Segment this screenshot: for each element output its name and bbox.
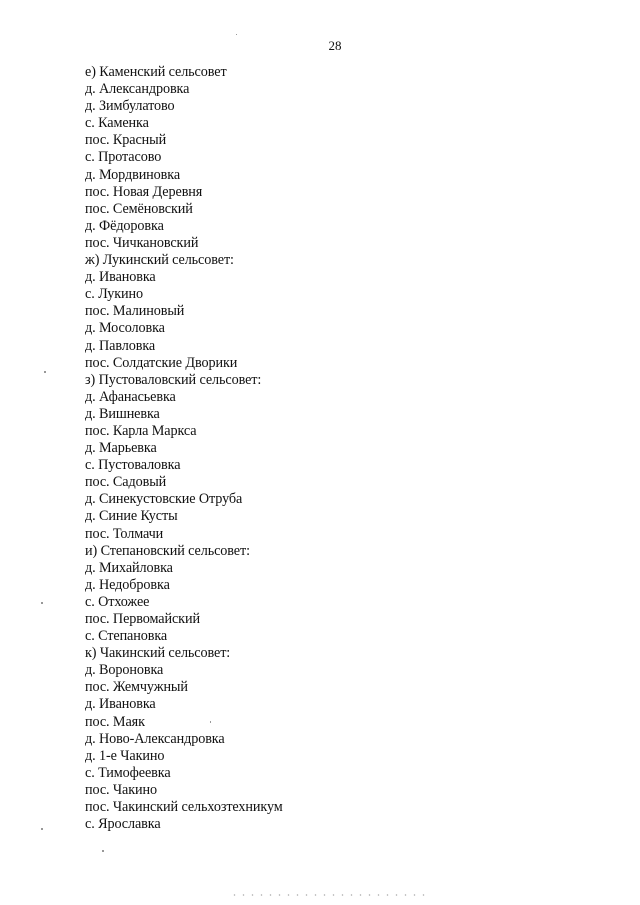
list-item: пос. Малиновый xyxy=(85,303,185,320)
list-item: пос. Чичкановский xyxy=(85,234,199,251)
list-item: д. Ивановка xyxy=(85,269,156,286)
list-item: д. Недобровка xyxy=(85,576,170,593)
list-item: д. Афанасьевка xyxy=(85,388,176,405)
list-item: д. Синие Кусты xyxy=(85,508,178,525)
list-item: пос. Толмачи xyxy=(85,525,164,542)
list-item: с. Тимофеевка xyxy=(85,764,171,781)
list-item: д. Фёдоровка xyxy=(85,217,164,234)
scan-speck xyxy=(102,850,104,852)
page-number: 28 xyxy=(328,38,342,53)
list-item: д. Ивановка xyxy=(85,696,156,713)
list-item: з) Пустоваловский сельсовет: xyxy=(85,371,262,388)
list-item: пос. Чакинский сельхозтехникум xyxy=(85,799,283,816)
scan-footer-noise xyxy=(230,893,430,897)
list-item: пос. Новая Деревня xyxy=(85,183,203,200)
list-item: д. Ново-Александровка xyxy=(85,730,225,747)
scan-speck xyxy=(236,34,237,35)
scan-speck xyxy=(44,371,46,373)
list-item: с. Каменка xyxy=(85,115,149,132)
list-item: пос. Садовый xyxy=(85,474,167,491)
list-item: с. Протасово xyxy=(85,149,162,166)
list-item: с. Отхожее xyxy=(85,593,150,610)
list-item: пос. Чакино xyxy=(85,781,158,798)
list-item: пос. Солдатские Дворики xyxy=(85,354,238,371)
list-item: д. Мосоловка xyxy=(85,320,165,337)
list-item: пос. Маяк xyxy=(85,713,145,730)
list-item: д. Зимбулатово xyxy=(85,98,175,115)
scan-speck xyxy=(210,721,211,723)
list-item: д. Марьевка xyxy=(85,440,157,457)
list-item: с. Лукино xyxy=(85,286,144,303)
scan-speck xyxy=(41,828,43,830)
list-item: д. 1-е Чакино xyxy=(85,747,165,764)
list-item: пос. Жемчужный xyxy=(85,679,188,696)
list-item: пос. Карла Маркса xyxy=(85,422,197,439)
list-item: пос. Первомайский xyxy=(85,611,200,627)
scan-speck xyxy=(41,602,43,604)
list-item: с. Степановка xyxy=(85,628,168,645)
list-item: к) Чакинский сельсовет: xyxy=(85,645,231,662)
list-item: ж) Лукинский сельсовет: xyxy=(85,252,234,269)
list-item: д. Александровка xyxy=(85,81,190,98)
list-item: пос. Красный xyxy=(85,132,167,149)
list-item: с. Ярославка xyxy=(85,816,161,833)
settlement-list xyxy=(85,64,283,833)
list-item: д. Павловка xyxy=(85,337,156,354)
list-item: с. Пустоваловка xyxy=(85,457,181,474)
list-item: д. Мордвиновка xyxy=(85,166,181,183)
list-item: д. Вороновка xyxy=(85,662,164,679)
list-item: и) Степановский сельсовет: xyxy=(85,542,250,559)
list-item: д. Михайловка xyxy=(85,559,173,576)
list-item: пос. Семёновский xyxy=(85,200,193,217)
list-item: е) Каменский сельсовет xyxy=(85,64,227,80)
list-item: д. Синекустовские Отруба xyxy=(85,491,243,508)
list-item: д. Вишневка xyxy=(85,405,160,422)
